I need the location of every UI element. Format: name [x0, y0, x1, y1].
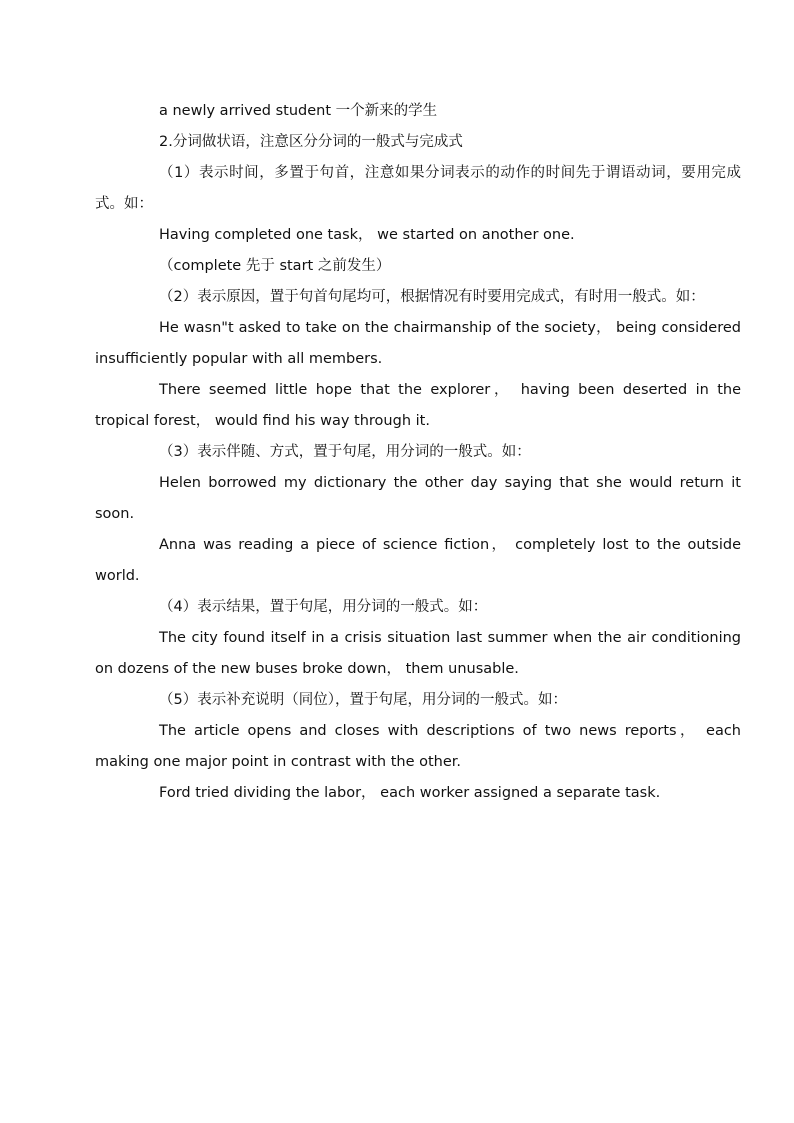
document-body — [95, 96, 741, 809]
rule-result: （4）表示结果，置于句尾，用分词的一般式。如： — [159, 599, 488, 615]
example-sentence: There seemed little hope that the explorer， having been deserted in the tropical forest， would find his way through it. — [95, 382, 741, 429]
example-sentence: Anna was reading a piece of science fiction， completely lost to the outside world. — [95, 537, 741, 584]
rule-time: （1）表示时间，多置于句首，注意如果分词表示的动作的时间先于谓语动词，要用完成式。如： — [95, 165, 741, 212]
example-sentence: Helen borrowed my dictionary the other day saying that she would return it soon. — [95, 475, 741, 522]
example-sentence: The article opens and closes with descriptions of two news reports， each making one major point in contrast with the other. — [95, 723, 741, 770]
rule-reason: （2）表示原因，置于句首句尾均可，根据情况有时要用完成式，有时用一般式。如： — [159, 289, 705, 305]
example-note: （complete 先于 start 之前发生） — [159, 258, 391, 274]
section-heading: 2.分词做状语，注意区分分词的一般式与完成式 — [159, 134, 463, 150]
rule-supplement: （5）表示补充说明（同位），置于句尾，用分词的一般式。如： — [159, 692, 567, 708]
phrase-example: a newly arrived student 一个新来的学生 — [159, 103, 438, 119]
example-sentence: He wasn"t asked to take on the chairmanship of the society， being considered insufficiently popular with all members. — [95, 320, 741, 367]
rule-manner: （3）表示伴随、方式，置于句尾，用分词的一般式。如： — [159, 444, 531, 460]
example-sentence: Ford tried dividing the labor， each worker assigned a separate task. — [159, 785, 661, 801]
example-sentence: The city found itself in a crisis situation last summer when the air conditioning on dozens of the new buses broke down， them unusable. — [95, 630, 741, 677]
example-sentence: Having completed one task， we started on another one. — [159, 227, 575, 243]
